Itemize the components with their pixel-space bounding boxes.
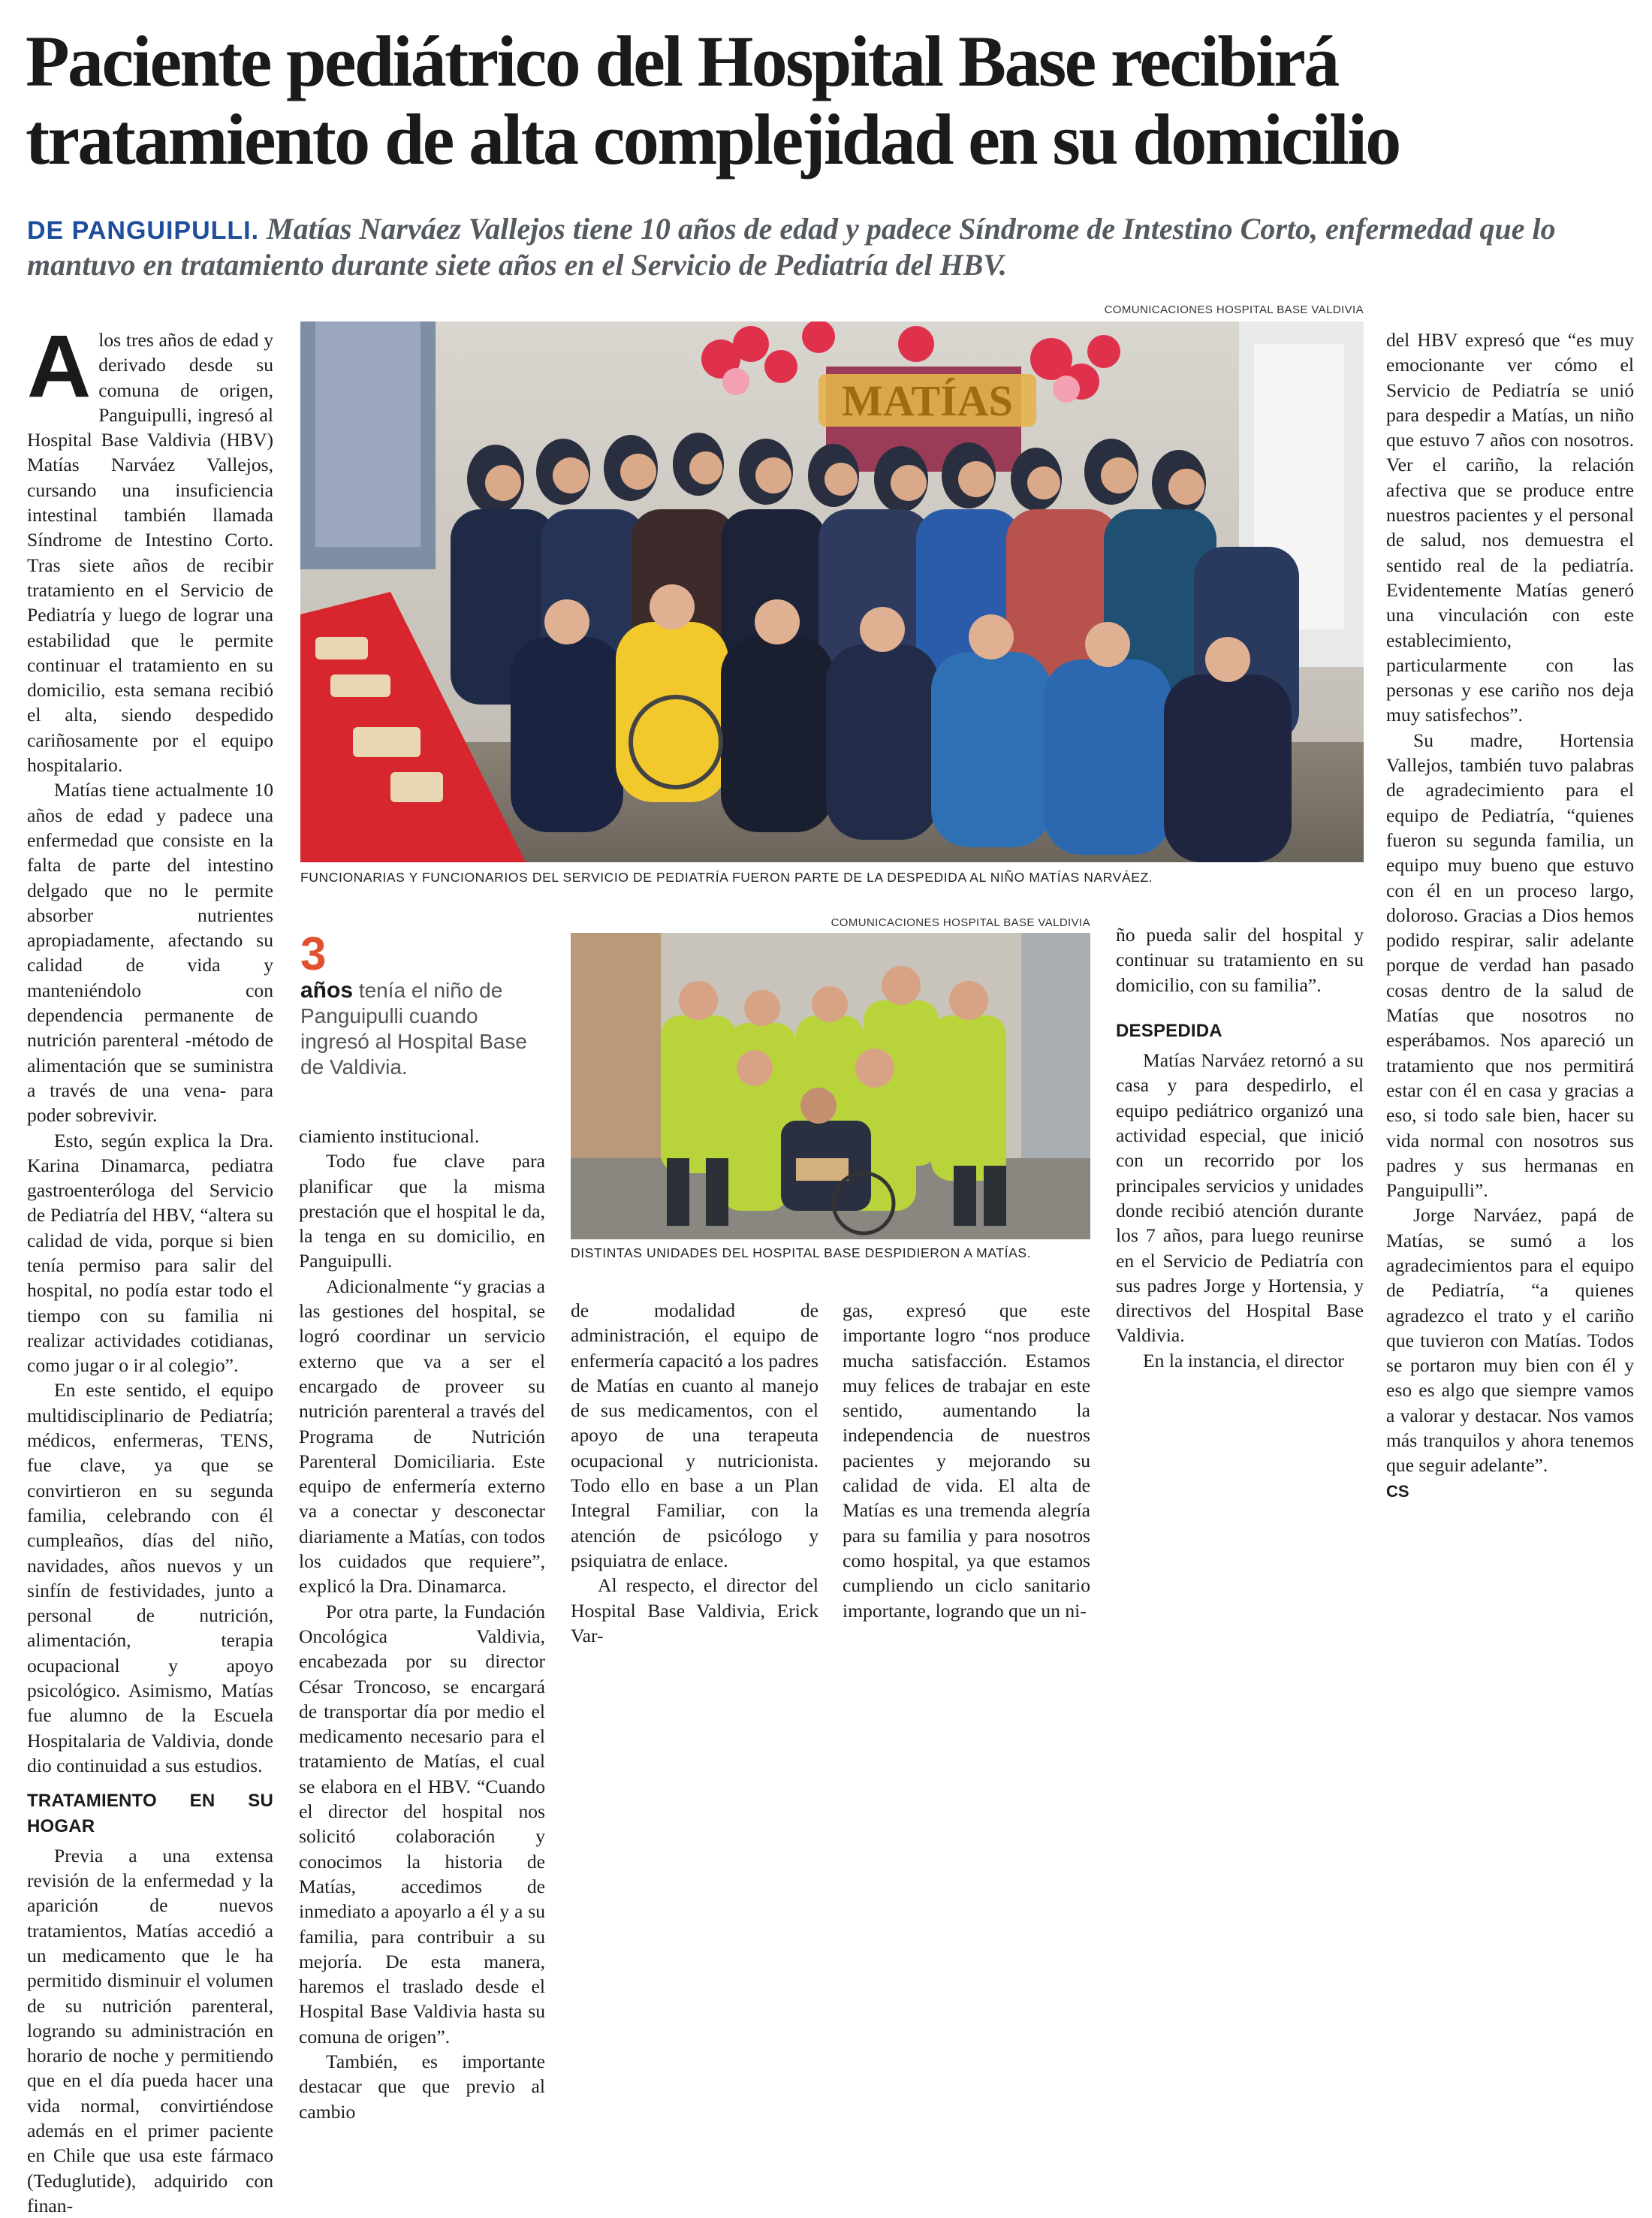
paragraph: En este sentido, el equipo multidisciplinario de Pediatría; médicos, enfermeras, TENS, fue clave, ya que se convirtieron en su segunda familia, celebrando con él cumpleaños, días del niño, navidades, años nuevos y un sinfín de festividades, junto a personal de nutrición, alimentación, terapia ocupacional y apoyo psicológico. Asimismo, Matías fue alumno de la Escuela Hospitalaria de Valdivia, donde dio continuidad a sus estudios. [27,1379,273,1776]
paragraph: Matías tiene actualmente 10 años de edad y padece una enfermedad que consiste en la falta de parte del intestino delgado que no le permite absorber nutrientes apropiadamente, afectando su calidad de vida y manteniéndolo con dependencia permanente de nutrición parenteral -método de alimentación que se suministra a través de una vena- para poder sobrevivir. [27,779,273,1127]
photo-caption: DISTINTAS UNIDADES DEL HOSPITAL BASE DESPIDIERON A MATÍAS. [571,1245,1032,1260]
deck-text: Matías Narváez Vallejos tiene 10 años de edad y padece Síndrome de Intestino Corto, enfermedad que lo mantuvo en tratamiento durante siete años en el Servicio de Pediatría del HBV. [27,212,1556,282]
subheading-tratamiento: TRATAMIENTO EN SU HOGAR [27,1791,273,1836]
paragraph: ciamiento institucional. [299,1125,480,1147]
end-mark: CS [1386,1481,1409,1501]
subheading-despedida: DESPEDIDA [1116,1020,1222,1041]
paragraph: gas, expresó que este importante logro “nos produce mucha satisfacción. Estamos muy felices de trabajar en este sentido, aumentando la independencia de nuestros pacientes y mejorando su calidad de vida. El alta de Matías es una tremenda alegría para su familia y para nosotros como hospital, ya que estamos cumpliendo un ciclo sanitario importante, logrando que un ni- [843,1299,1090,1622]
article-column-3 [571,1298,818,1648]
paragraph: Previa a una extensa revisión de la enfermedad y la aparición de nuevos tratamientos, Matías accedió a un medicamento que le ha permitido disminuir el volumen de su nutrición parenteral, logrando su administración en horario de noche y permitiendo que en el día pueda hacer una vida normal, convirtiéndose además en el primer paciente en Chile que usa este fármaco (Teduglutide), adquirido con finan- [27,1844,273,2216]
paragraph: ño pueda salir del hospital y continuar su tratamiento en su domicilio, con su familia”. [1116,924,1364,996]
banner-text: MATÍAS [842,376,1013,425]
paragraph: Todo fue clave para planificar que la misma prestación que el hospital le da, la tenga en su domicilio, en Panguipulli. [299,1150,545,1272]
group-photo-unidades [571,933,1090,1239]
paragraph: los tres años de edad y derivado desde su comuna de origen, Panguipulli, ingresó al Hospital Base Valdivia (HBV) Matías Narváez Vallejos, cursando una insuficiencia intestinal también llamada Síndrome de Intestino Corto. Tras siete años de recibir tratamiento en el Servicio de Pediatría y luego de lograr una estabilidad que le permite continuar el tratamiento en su domicilio, esta semana recibió el alta, siendo despedido cariñosamente por el equipo hospitalario. [27,329,273,777]
paragraph: En la instancia, el director [1143,1349,1344,1372]
paragraph: de modalidad de administración, el equipo de enfermería capacitó a los padres de Matías en cuanto al manejo de sus medicamentos, con el apoyo de una terapeuta ocupacional y nutricionista. Todo ello en base a un Plan Integral Familiar, con la atención de psicólogo y psiquiatra de enlace. [571,1299,818,1571]
group-photo-illustration [571,933,1090,1239]
paragraph: Adicionalmente “y gracias a las gestiones del hospital, se logró coordinar un servicio externo que va a ser el encargado de proveer su nutrición parenteral a través del Programa de Nutrición Parenteral Domiciliaria. Este equipo de enfermería externo va a conectar y desconectar diariamente a Matías, con todos los cuidados que requiere”, explicó la Dra. Dinamarca. [299,1275,545,1598]
deck [27,212,1619,282]
photo-caption: FUNCIONARIAS Y FUNCIONARIOS DEL SERVICIO DE PEDIATRÍA FUERON PARTE DE LA DESPEDIDA AL NIÑO MATÍAS NARVÁEZ. [300,870,1153,885]
paragraph: Matías Narváez retornó a su casa y para despedirlo, el equipo pediátrico organizó una actividad especial, que inició con un recorrido por los principales servicios y unidades donde recibió atención durante los 7 años, para luego reunirse en el Servicio de Pediatría con sus padres Jorge y Hortensia, y directivos del Hospital Base Valdivia. [1116,1049,1364,1347]
group-photo-pediatria [300,321,1364,862]
photo-credit: COMUNICACIONES HOSPITAL BASE VALDIVIA [1104,303,1364,316]
paragraph: Su madre, Hortensia Vallejos, también tuvo palabras de agradecimiento para el equipo de Pediatría, “quienes fueron su segunda familia, un equipo muy bueno que estuvo con él en un proceso largo, doloroso. Gracias a Dios hemos podido respirar, salir adelante porque de verdad han pasado cosas dentro de la salud de Matías que nosotros no esperábamos. Nos apareció un tratamiento que nos permitirá estar con él en casa y gracias a eso, si todo sale bien, hacer su vida normal con nosotros sus padres y sus hermanas en Panguipulli”. [1386,729,1634,1202]
paragraph: Al respecto, el director del Hospital Base Valdivia, Erick Var- [571,1574,818,1646]
paragraph: También, es importante destacar que que previo al cambio [299,2050,545,2123]
article-column-2 [299,1124,545,2124]
headline: Paciente pediátrico del Hospital Base recibirá tratamiento de alta complejidad en su domicilio [26,21,1400,180]
group-photo-illustration [300,321,1364,862]
paragraph: Jorge Narváez, papá de Matías, se sumó a los agradecimientos para el equipo de Pediatría, “a quienes agradezco el trato y el cariño que tuvieron con Matías. Todos se portaron muy bien con él y eso es algo que siempre vamos a valorar y destacar. Nos vamos más tranquilos y ahora tenemos que seguir adelante”. [1386,1204,1634,1477]
drop-cap: A [27,317,92,416]
pullquote-text-block [300,978,548,1080]
paragraph: Por otra parte, la Fundación Oncológica Valdivia, encabezada por su director César Troncoso, se encargará de transportar día por medio el medicamento necesario para el tratamiento de Matías, el cual se elabora en el HBV. “Cuando el director del hospital nos solicitó colaboración y conocimos la historia de Matías, accedimos de inmediato a apoyarlo a él y a su familia, para contribuir a su mejoría. De esta manera, haremos el traslado desde el Hospital Base Valdivia hasta su comuna de origen”. [299,1600,545,2048]
pullquote-text: tenía el niño de Panguipulli cuando ingresó al Hospital Base de Valdivia. [300,979,527,1079]
article-column-1 [27,317,273,2218]
paragraph: Esto, según explica la Dra. Karina Dinamarca, pediatra gastroenteróloga del Servicio de Pediatría del HBV, “altera su calidad de vida, porque si bien tenía permiso para salir del hospital, no podía estar todo el tiempo con su familia ni realizar actividades cotidianas, como jugar o ir al colegio”. [27,1129,273,1377]
deck-location: DE PANGUIPULLI. [27,216,260,245]
pullquote-bold: años [300,978,354,1003]
article-column-5 [1116,922,1364,1373]
pullquote [300,928,548,1080]
photo-credit: COMUNICACIONES HOSPITAL BASE VALDIVIA [831,916,1090,929]
pullquote-number: 3 [300,928,327,980]
article-column-6 [1386,327,1634,1504]
paragraph: del HBV expresó que “es muy emocionante ver cómo el Servicio de Pediatría se unió para despedir a Matías, un niño que estuvo 7 años con nosotros. Ver el cariño, la relación afectiva que se produce entre nuestros pacientes y el personal de salud, nos demuestra el sentido real de la pediatría. Evidentemente Matías generó una vinculación con este establecimiento, particularmente con las personas y ese cariño nos deja muy satisfechos”. [1386,329,1634,726]
article-column-4 [843,1298,1090,1623]
